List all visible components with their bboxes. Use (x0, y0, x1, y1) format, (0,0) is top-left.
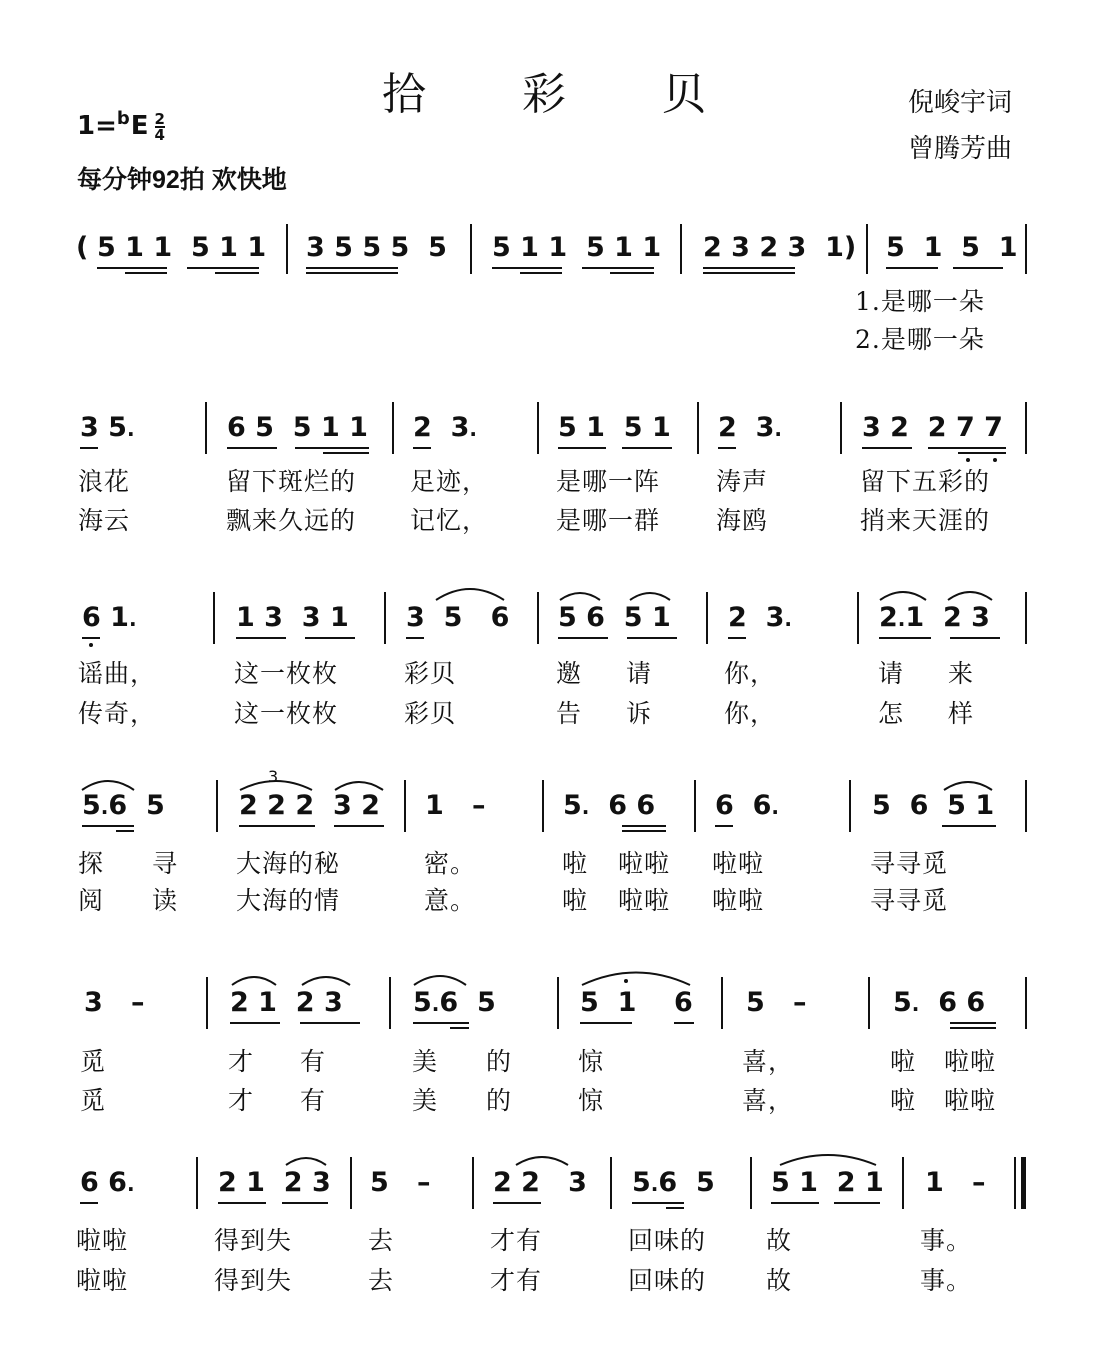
final-bar-line (1014, 1157, 1016, 1209)
notation-segment: 5 1 1 5 1 1 (492, 232, 662, 263)
notation-segment: 2 3. (728, 602, 792, 633)
slur (780, 1155, 876, 1165)
underline (622, 825, 666, 827)
lyric-verse-1: 啦啦 (944, 1047, 997, 1076)
underline (80, 447, 98, 449)
underline (413, 1022, 469, 1024)
underline (493, 1202, 541, 1204)
slur (582, 973, 690, 986)
underline (305, 637, 355, 639)
lyric-verse-1: 请 (626, 659, 653, 688)
bar-line (286, 224, 288, 274)
score-line-5 (0, 987, 1105, 1117)
notation-segment: 2 1 2 3 (230, 987, 343, 1018)
time-top: 2 (154, 110, 165, 128)
lyric-verse-2: 这一枚枚 (234, 699, 339, 728)
key-prefix: 1= (77, 111, 117, 141)
slur (232, 977, 276, 985)
underline (282, 1202, 328, 1204)
lyric-verse-1: 寻寻觅 (870, 849, 949, 878)
notation-segment: 5 1 1 5 1 1 (97, 232, 267, 263)
bar-line (213, 592, 215, 644)
lyric-verse-2: 事。 (920, 1266, 973, 1295)
lyric-verse-2: 阅 (78, 886, 105, 915)
underline (879, 637, 931, 639)
underline (116, 830, 134, 832)
lyric-verse-1: 啦啦 (712, 849, 765, 878)
slur (516, 1157, 568, 1165)
underline (950, 637, 1000, 639)
underline (227, 447, 277, 449)
bar-line (706, 592, 708, 644)
notation-segment: 5.6 5 (632, 1167, 715, 1198)
bar-line (868, 977, 870, 1029)
slur (82, 781, 134, 790)
song-title (382, 58, 706, 122)
lyric-verse-2: 样 (948, 699, 975, 728)
bar-line (537, 592, 539, 644)
underline (520, 272, 562, 274)
lyricist-credit: 倪峻宇词 (908, 88, 1013, 118)
notation-segment: 5 – (370, 1167, 431, 1198)
notation-segment: 2 3. (413, 412, 477, 443)
underline (406, 637, 424, 639)
lyric-verse-2: 才有 (490, 1266, 543, 1295)
slur (335, 782, 383, 790)
underline (187, 267, 259, 269)
underline (674, 1022, 694, 1024)
lyric-verse-2: 意。 (424, 886, 477, 915)
lyric-verse-1: 啦 (890, 1047, 917, 1076)
lyric-verse-2: 记忆， (410, 506, 489, 535)
bar-line (1025, 977, 1027, 1029)
lyric-verse-1: 留下五彩的 (860, 467, 991, 496)
bar-line (1025, 402, 1027, 454)
title-char-3: 贝 (662, 69, 706, 120)
bar-line (902, 1157, 904, 1209)
bar-line (404, 780, 406, 832)
lyric-verse-1: 事。 (920, 1226, 973, 1255)
triplet-mark: 3 (268, 767, 279, 786)
lyric-verse-2: 你， (724, 699, 777, 728)
underline (82, 825, 134, 827)
bar-line (384, 592, 386, 644)
underline (80, 1202, 98, 1204)
score-line-6 (0, 1167, 1105, 1297)
lyric-verse-2: 诉 (626, 699, 653, 728)
slur (944, 782, 992, 790)
lyric-verse-1: 喜， (742, 1047, 795, 1076)
underline (582, 267, 654, 269)
lyric-verse-2: 海云 (78, 506, 131, 535)
underline (928, 447, 1006, 449)
underline (728, 637, 746, 639)
lyric-verse-1: 去 (368, 1226, 395, 1255)
bar-line (542, 780, 544, 832)
bar-line (610, 1157, 612, 1209)
key-letter: E (130, 111, 149, 141)
notation-segment: 5 1 6 (580, 987, 693, 1018)
notation-segment: 2.1 2 3 (879, 602, 990, 633)
underline (306, 272, 398, 274)
flat-sign: b (116, 108, 130, 129)
underline (950, 1022, 996, 1024)
underline (953, 267, 1003, 269)
underline (950, 1027, 996, 1029)
notation-segment: 2 3. (718, 412, 782, 443)
notation-segment: ( (76, 232, 89, 263)
lyric-verse-2: 啦 (562, 886, 589, 915)
notation-segment: 1 3 3 1 (236, 602, 349, 633)
notation-segment: 5 – (746, 987, 807, 1018)
score-line-2 (0, 412, 1105, 542)
underline (718, 447, 736, 449)
bar-line (216, 780, 218, 832)
underline (862, 447, 912, 449)
notation-segment: 5 1 5 1 (886, 232, 1018, 263)
bar-line (721, 977, 723, 1029)
lyric-verse-2: 的 (486, 1086, 513, 1115)
underline (610, 272, 654, 274)
bar-line (470, 224, 472, 274)
bar-line (1025, 592, 1027, 644)
underline (666, 1207, 684, 1209)
bar-line (392, 402, 394, 454)
notation-segment: 5 1 2 1 (771, 1167, 884, 1198)
lyric-verse-1: 足迹， (410, 467, 489, 496)
bar-line (697, 402, 699, 454)
lyric-verse-2: 故 (766, 1266, 793, 1295)
score-line-1 (0, 232, 1105, 362)
lyric-verse-1: 得到失 (214, 1226, 293, 1255)
lyric-verse-2: 捎来天涯的 (860, 506, 991, 535)
underline (627, 637, 677, 639)
notation-segment: 3 5 6 (406, 602, 510, 633)
slur (286, 1158, 326, 1165)
lyric-verse-1: 探 (78, 849, 105, 878)
bar-line (557, 977, 559, 1029)
bar-line (196, 1157, 198, 1209)
lyric-verse-2: 啦啦 (944, 1086, 997, 1115)
bar-line (1025, 224, 1027, 274)
notation-segment: 5 1 5 1 (558, 412, 671, 443)
lyric-verse-1: 请 (878, 659, 905, 688)
slur (630, 593, 670, 600)
bar-line (350, 1157, 352, 1209)
final-bar-line-thick (1021, 1157, 1026, 1209)
lyric-verse-2: 喜， (742, 1086, 795, 1115)
lyric-verse-1: 有 (300, 1047, 327, 1076)
underline (632, 1202, 684, 1204)
underline (334, 825, 384, 827)
underline (218, 1202, 266, 1204)
lyric-verse-2: 告 (556, 699, 583, 728)
lyric-verse-2: 是哪一群 (556, 506, 661, 535)
bar-line (857, 592, 859, 644)
lyric-verse-2: 啦啦 (712, 886, 765, 915)
underline (323, 452, 369, 454)
low-octave-dot (993, 458, 997, 462)
lyric-verse-1: 邀 (556, 659, 583, 688)
title-char-1: 拾 (382, 69, 426, 120)
time-bottom: 4 (154, 126, 165, 144)
lyric-verse-2: 回味的 (628, 1266, 707, 1295)
lyric-verse-2: 才 (228, 1086, 255, 1115)
underline (125, 272, 167, 274)
lyric-verse-2: 觅 (80, 1086, 107, 1115)
notation-segment: 5. 6 6 (563, 790, 656, 821)
underline (715, 825, 733, 827)
lyric-verse-1: 密。 (424, 849, 477, 878)
slur (436, 589, 504, 600)
bar-line (205, 402, 207, 454)
underline (580, 1022, 632, 1024)
bar-line (694, 780, 696, 832)
lyric-verse-1: 涛声 (716, 467, 769, 496)
lyric-verse-1: 谣曲， (78, 659, 157, 688)
low-octave-dot (89, 643, 93, 647)
lyric-verse-2: 寻寻觅 (870, 886, 949, 915)
lyric-verse-1: 是哪一阵 (556, 467, 661, 496)
underline (300, 1022, 360, 1024)
lyric-verse-2: 美 (412, 1086, 439, 1115)
lyric-verse-2: 啦啦 (618, 886, 671, 915)
lyric-verse-1: 啦啦 (618, 849, 671, 878)
lyric-verse-2: 惊 (578, 1086, 605, 1115)
lyric-verse-2: 啦啦 (76, 1266, 129, 1295)
notation-segment: 5.6 5 (82, 790, 165, 821)
lyric-verse-2: 啦 (890, 1086, 917, 1115)
bar-line (389, 977, 391, 1029)
notation-segment: 2 2 2 3 2 (239, 790, 380, 821)
lyric-verse-1: 彩贝 (404, 659, 457, 688)
underline (958, 452, 1006, 454)
lyric-verse-2: 有 (300, 1086, 327, 1115)
notation-segment: 2 3 2 3 1) (703, 232, 857, 263)
notation-segment: 3 – (84, 987, 145, 1018)
underline (558, 637, 608, 639)
notation-segment: 1 – (425, 790, 486, 821)
notation-segment: 3 5 5 5 5 (306, 232, 447, 263)
slur (414, 976, 466, 985)
lyric-verse-2: 得到失 (214, 1266, 293, 1295)
lyric-verse-1: 留下斑烂的 (226, 467, 357, 496)
notation-segment: 3 5. (80, 412, 135, 443)
notation-segment: 5 6 5 1 (872, 790, 995, 821)
underline (97, 267, 167, 269)
lyric-verse-2: 读 (152, 886, 179, 915)
score-line-3 (0, 602, 1105, 732)
underline (622, 830, 666, 832)
underline (230, 1022, 280, 1024)
time-signature (155, 112, 165, 142)
notation-segment: 2 2 3 (493, 1167, 587, 1198)
lyric-verse-2: 海鸥 (716, 506, 769, 535)
notation-segment: 5.6 5 (413, 987, 496, 1018)
underline (236, 637, 286, 639)
lyric-verse-2: 彩贝 (404, 699, 457, 728)
lyric-verse-1: 啦啦 (76, 1226, 129, 1255)
lyric-verse-1: 觅 (80, 1047, 107, 1076)
lyric-verse-1: 惊 (578, 1047, 605, 1076)
bar-line (849, 780, 851, 832)
bar-line (680, 224, 682, 274)
notation-segment: 6 6. (80, 1167, 135, 1198)
lyric-verse-1: 寻 (152, 849, 179, 878)
lyric-verse-2: 2.是哪一朵 (855, 325, 985, 354)
underline (834, 1202, 880, 1204)
underline (413, 447, 431, 449)
underline (239, 825, 315, 827)
lyric-verse-1: 来 (948, 659, 975, 688)
tempo-marking: 每分钟92拍 欢快地 (77, 166, 287, 194)
underline (306, 267, 398, 269)
notation-segment: 1 – (925, 1167, 986, 1198)
notation-segment: 6 1. (82, 602, 137, 633)
lyric-verse-1: 这一枚枚 (234, 659, 339, 688)
composer-credit: 曾腾芳曲 (908, 134, 1013, 164)
bar-line (206, 977, 208, 1029)
underline (295, 447, 369, 449)
lyric-verse-1: 啦 (562, 849, 589, 878)
underline (622, 447, 672, 449)
notation-segment: 5 6 5 1 (558, 602, 671, 633)
lyric-verse-1: 才 (228, 1047, 255, 1076)
underline (558, 447, 606, 449)
underline (942, 825, 996, 827)
slur (240, 781, 312, 790)
lyric-verse-2: 去 (368, 1266, 395, 1295)
underline (215, 272, 259, 274)
bar-line (537, 402, 539, 454)
slur (302, 977, 350, 985)
lyric-verse-2: 传奇， (78, 699, 157, 728)
bar-line (1025, 780, 1027, 832)
key-signature (77, 108, 165, 142)
notation-segment: 3 2 2 7 7 (862, 412, 1003, 443)
lyric-verse-1: 你， (724, 659, 777, 688)
slur (948, 592, 992, 600)
lyric-verse-1: 故 (766, 1226, 793, 1255)
underline (492, 267, 562, 269)
lyric-verse-1: 1.是哪一朵 (855, 287, 985, 316)
underline (450, 1027, 469, 1029)
slur (560, 593, 600, 600)
notation-segment: 5. 6 6 (893, 987, 986, 1018)
high-octave-dot (624, 979, 628, 983)
slur (880, 592, 926, 600)
underline (703, 272, 795, 274)
lyric-verse-1: 浪花 (78, 467, 131, 496)
lyric-verse-1: 回味的 (628, 1226, 707, 1255)
underline (771, 1202, 819, 1204)
bar-line (840, 402, 842, 454)
lyric-verse-1: 的 (486, 1047, 513, 1076)
lyric-verse-1: 才有 (490, 1226, 543, 1255)
underline (82, 637, 100, 639)
notation-segment: 6 5 5 1 1 (227, 412, 368, 443)
lyric-verse-1: 美 (412, 1047, 439, 1076)
lyric-verse-2: 飘来久远的 (226, 506, 357, 535)
title-char-2: 彩 (522, 69, 566, 120)
score-line-4 (0, 790, 1105, 920)
lyric-verse-2: 大海的情 (236, 886, 341, 915)
notation-segment: 6 6. (715, 790, 779, 821)
bar-line (472, 1157, 474, 1209)
notation-segment: 2 1 2 3 (218, 1167, 331, 1198)
bar-line (866, 224, 868, 274)
lyric-verse-2: 怎 (878, 699, 905, 728)
bar-line (750, 1157, 752, 1209)
underline (703, 267, 795, 269)
underline (886, 267, 938, 269)
lyric-verse-1: 大海的秘 (236, 849, 341, 878)
